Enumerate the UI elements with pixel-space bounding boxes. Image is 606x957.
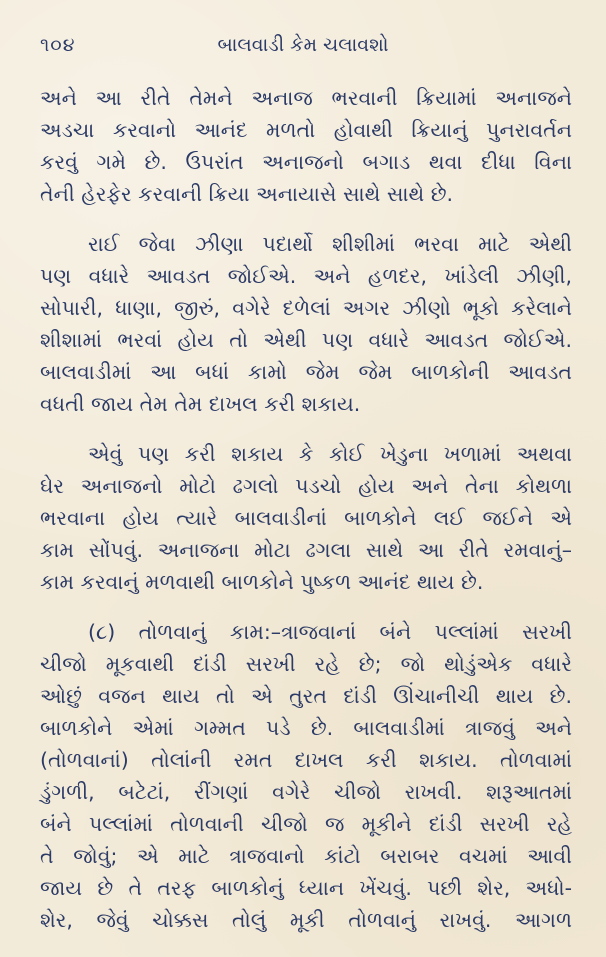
paragraph [40, 438, 572, 598]
text-line: ચીજો મૂકવાથી દાંડી સરખી રહે છે; જો થોડુંએક વધારે [40, 652, 572, 676]
text-line: શેર, જેવું ચોક્કસ તોલું મૂકી તોળવાનું રાખવું. આગળ [40, 908, 572, 932]
text-line: પણ વધારે આવડત જોઈએ. અને હળદર, ખાંડેલી ઝીણી, [40, 264, 572, 288]
text-line: જાય છે તે તરફ બાળકોનું ધ્યાન ખેંચવું. પછી શેર, અધો- [40, 876, 572, 900]
text-line: ઓછું વજન થાય તો એ તુરત દાંડી ઊંચાનીચી થાય છે. [40, 684, 572, 708]
text-line: ભરવાના હોય ત્યારે બાલવાડીનાં બાળકોને લઈ જઈને એ [40, 506, 572, 530]
body-text [40, 82, 572, 954]
text-line: તેની હેરફેર કરવાની ક્રિયા અનાયાસે સાથે સાથે છે. [40, 182, 454, 206]
text-line: કામ કરવાનું મળવાથી બાળકોને પુષ્કળ આનંદ થાય છે. [40, 570, 484, 594]
text-line: કરવું ગમે છે. ઉપરાંત અનાજનો બગાડ થવા દીધા વિના [40, 150, 572, 174]
text-line: કામ સોંપવું. અનાજના મોટા ઢગલા સાથે આ રીતે રમવાનું– [40, 538, 572, 562]
text-line: રાઈ જેવા ઝીણા પદાર્થો શીશીમાં ભરવા માટે એથી [88, 232, 572, 256]
text-line: અડચા કરવાનો આનંદ મળતો હોવાથી ક્રિયાનું પુનરાવર્તન [40, 118, 572, 142]
page-header [0, 34, 606, 64]
page-number: ૧૦૪ [40, 34, 76, 56]
text-line: તે જોવું; એ માટે ત્રાજવાનો કાંટો બરાબર વચમાં આવી [40, 844, 572, 868]
text-line: (૮) તોળવાનું કામ:–ત્રાજવાનાં બંને પલ્લાંમાં સરખી [88, 620, 572, 644]
text-line: ડુંગળી, બટેટાં, રીંગણાં વગેરે ચીજો રાખવી. શરૂઆતમાં [40, 780, 572, 804]
paragraph [40, 82, 572, 210]
paragraph [40, 228, 572, 420]
paragraph [40, 616, 572, 936]
text-line: ઘેર અનાજનો મોટો ઢગલો પડચો હોય અને તેના કોથળા [40, 474, 572, 498]
text-line: એવું પણ કરી શકાય કે કોઈ ખેડુના ખળામાં અથવા [88, 442, 572, 466]
text-line: બાલવાડીમાં આ બધાં કામો જેમ જેમ બાળકોની આવડત [40, 360, 572, 384]
running-title: બાલવાડી કેમ ચલાવશો [217, 34, 389, 56]
text-line: બંને પલ્લાંમાં તોળવાની ચીજો જ મૂકીને દાંડી સરખી રહે [40, 812, 572, 836]
text-line: શીશામાં ભરવાં હોય તો એથી પણ વધારે આવડત જોઈએ. [40, 328, 572, 352]
text-line: (તોળવાનાં) તોલાંની રમત દાખલ કરી શકાય. તોળવામાં [40, 748, 572, 772]
text-line: વધતી જાય તેમ તેમ દાખલ કરી શકાય. [40, 392, 361, 416]
text-line: અને આ રીતે તેમને અનાજ ભરવાની ક્રિયામાં અનાજને [40, 86, 572, 110]
text-line: સોપારી, ધાણા, જીરું, વગેરે દળેલાં અગર ઝીણો ભૂકો કરેલાને [40, 296, 572, 320]
text-line: બાળકોને એમાં ગમ્મત પડે છે. બાલવાડીમાં ત્રાજવું અને [40, 716, 572, 740]
